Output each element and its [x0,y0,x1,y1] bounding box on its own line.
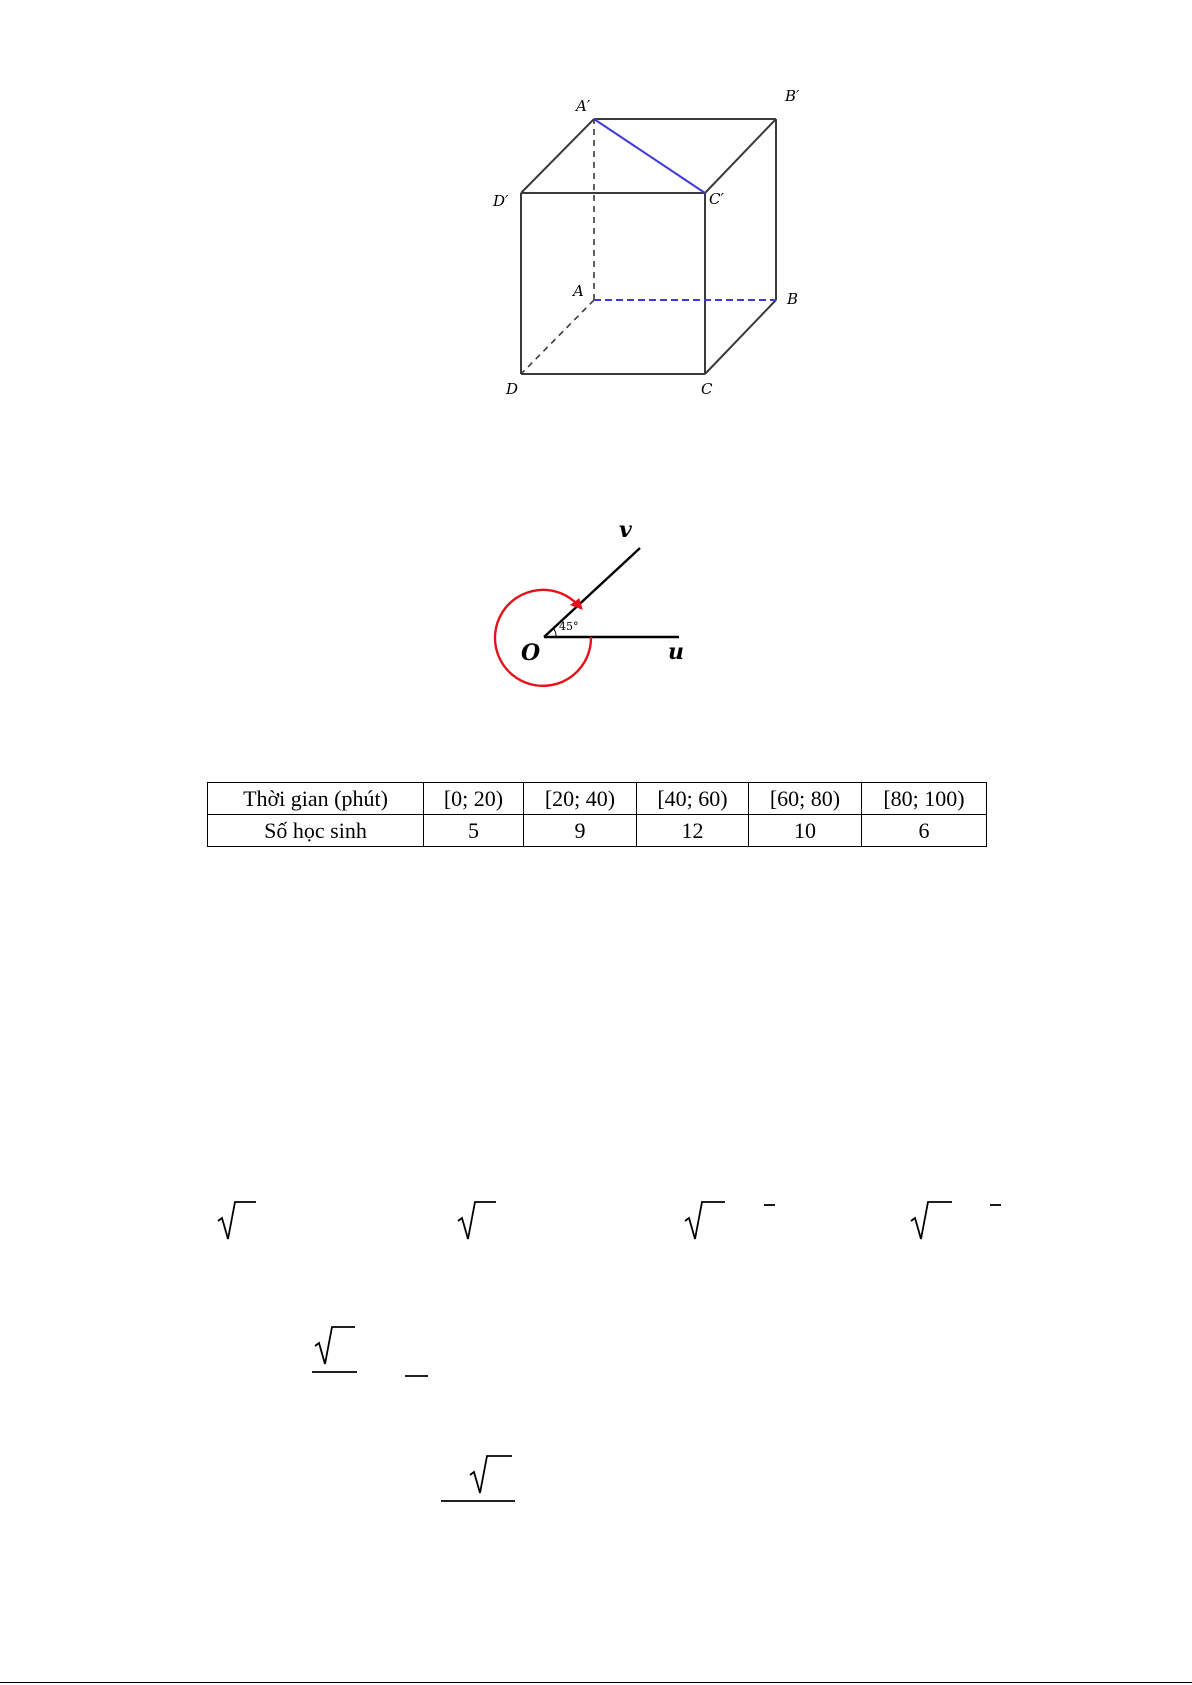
table-header-cell: [60; 80) [749,783,862,815]
table-header-cell: [80; 100) [862,783,987,815]
table-header-row [208,783,987,815]
table-cell: 10 [749,815,862,847]
table-row-label: Số học sinh [208,815,424,847]
label-b: B [787,290,799,308]
edge-c-b [705,300,776,374]
table-cell: 6 [862,815,987,847]
radical-sign [458,1202,496,1239]
edge-a-d [521,300,594,374]
table-header-cell: [20; 40) [524,783,637,815]
label-d: D [506,380,519,398]
label-45-degree: 45° [559,620,579,633]
label-a-prime: A′ [576,97,591,115]
radical-sign [470,1456,512,1493]
cube-figure [480,85,820,405]
label-u: u [668,639,684,665]
edge-d-prime-a-prime [521,119,594,193]
label-b-prime: B′ [785,87,800,105]
angle-figure [480,515,720,695]
table-row [208,815,987,847]
footer-rule [0,1682,1192,1683]
table-header-cell: [0; 20) [424,783,524,815]
label-c: C [701,380,713,398]
label-o: O [521,640,541,666]
radical-sign [685,1202,725,1239]
frequency-table [207,782,987,847]
label-v: v [619,517,632,543]
radical-sign [911,1202,952,1239]
table-cell: 12 [637,815,749,847]
angle-mark [553,628,556,637]
table-header-cell: [40; 60) [637,783,749,815]
radical-sign [218,1202,256,1239]
label-a: A [573,282,584,300]
table-cell: 5 [424,815,524,847]
edge-b-prime-c-prime [705,119,776,193]
radical-sign [315,1327,355,1364]
label-c-prime: C′ [709,190,724,208]
label-d-prime: D′ [493,192,509,210]
table-cell: 9 [524,815,637,847]
math-fragments [0,1195,1192,1515]
table-header-cell: Thời gian (phút) [208,783,424,815]
diagonal-a-prime-c-prime [594,119,705,193]
